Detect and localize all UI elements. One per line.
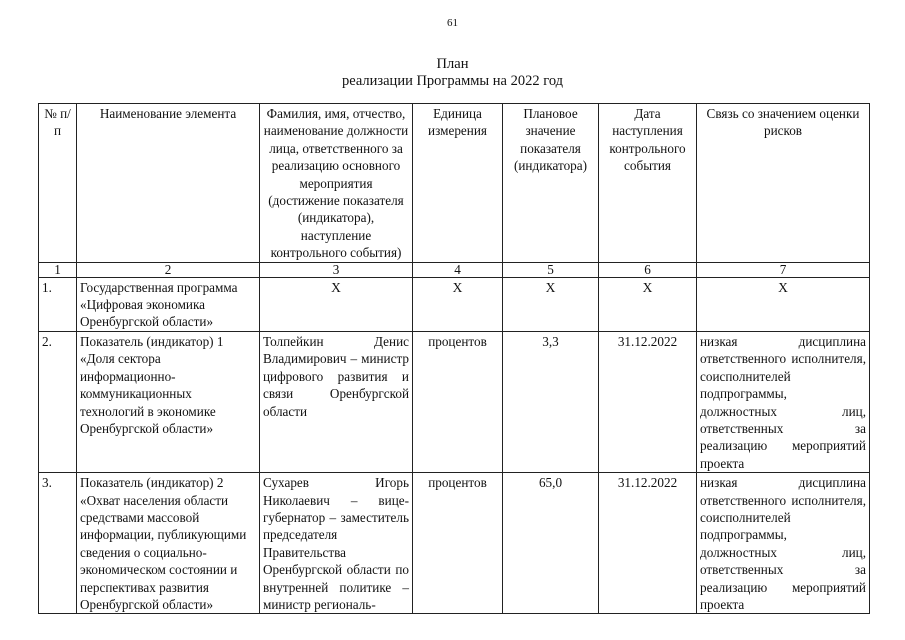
row-element: Показатель (индикатор) 1 «Доля сектора информационно-коммуникационных технологий в экономике Оренбургской области» [77, 331, 260, 472]
row-unit: процентов [413, 331, 503, 472]
row-number: 3. [39, 473, 77, 614]
row-event-date: 31.12.2022 [599, 473, 697, 614]
row-responsible: Сухарев Игорь Николаевич – вице-губернатор – заместитель председателя Правительства Оренбургской области по внутренней политике – министр региональ- [260, 473, 413, 614]
table-row [39, 277, 870, 331]
column-index: 6 [599, 262, 697, 277]
row-responsible: Х [260, 277, 413, 331]
row-element: Государственная программа «Цифровая экономика Оренбургской области» [77, 277, 260, 331]
page-number: 61 [447, 17, 458, 29]
row-unit: Х [413, 277, 503, 331]
row-risk: низкая дисциплина ответственного исполнителя, соисполнителей подпрограммы, должностных лиц, ответственных за реализацию мероприятий проекта [697, 473, 870, 614]
header-element: Наименование элемента [77, 104, 260, 263]
row-plan-value: 65,0 [503, 473, 599, 614]
column-index: 7 [697, 262, 870, 277]
row-event-date: Х [599, 277, 697, 331]
column-index-row [39, 262, 870, 277]
header-row [39, 104, 870, 263]
column-index: 1 [39, 262, 77, 277]
row-event-date: 31.12.2022 [599, 331, 697, 472]
header-event-date: Дата наступления контрольного события [599, 104, 697, 263]
doc-subtitle: реализации Программы на 2022 год [341, 73, 564, 89]
column-index: 4 [413, 262, 503, 277]
row-responsible: Толпейкин Денис Владимирович – министр цифрового развития и связи Оренбургской области [260, 331, 413, 472]
row-element: Показатель (индикатор) 2 «Охват населения области средствами массовой информации, публикующими сведения о социально-экономическом состоянии и перспективах развития Оренбургской области» [77, 473, 260, 614]
header-num: № п/п [39, 104, 77, 263]
column-index: 3 [260, 262, 413, 277]
header-plan-value: Плановое значение показателя (индикатора) [503, 104, 599, 263]
row-plan-value: Х [503, 277, 599, 331]
plan-table [38, 103, 870, 614]
table-row [39, 331, 870, 472]
row-risk: Х [697, 277, 870, 331]
column-index: 2 [77, 262, 260, 277]
header-unit: Единица измерения [413, 104, 503, 263]
row-plan-value: 3,3 [503, 331, 599, 472]
doc-title: План [436, 56, 469, 72]
row-number: 1. [39, 277, 77, 331]
column-index: 5 [503, 262, 599, 277]
table-row [39, 473, 870, 614]
header-risk: Связь со значением оценки рисков [697, 104, 870, 263]
row-risk: низкая дисциплина ответственного исполнителя, соисполнителей подпрограммы, должностных лиц, ответственных за реализацию мероприятий проекта [697, 331, 870, 472]
row-unit: процентов [413, 473, 503, 614]
row-number: 2. [39, 331, 77, 472]
header-responsible: Фамилия, имя, отчество, наименование должности лица, ответственного за реализацию основного мероприятия (достижение показателя (индикатора), наступление контрольного события) [260, 104, 413, 263]
